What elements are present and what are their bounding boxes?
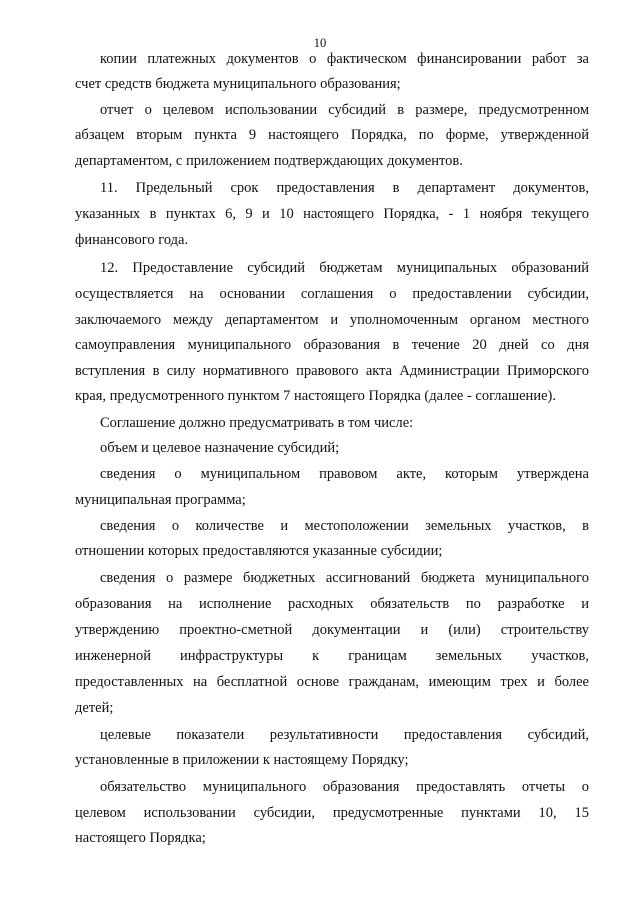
text-line: установленные в приложении к настоящему Порядку;: [75, 752, 409, 768]
text-line: 12. Предоставление субсидий бюджетам муниципальных образований: [100, 260, 589, 276]
page-number: 10: [313, 36, 327, 50]
text-line: утверждению проектно-сметной документации и (или) строительству: [75, 622, 589, 638]
text-line: настоящего Порядка;: [75, 830, 206, 846]
text-line: края, предусмотренного пунктом 7 настоящего Порядка (далее - соглашение).: [75, 388, 556, 404]
text-line: вступления в силу нормативного правового акта Администрации Приморского: [75, 363, 589, 379]
text-line: сведения о муниципальном правовом акте, которым утверждена: [100, 466, 589, 482]
text-line: осуществляется на основании соглашения о предоставлении субсидии,: [75, 286, 589, 302]
text-line: сведения о размере бюджетных ассигнований бюджета муниципального: [100, 570, 589, 586]
text-line: абзацем вторым пункта 9 настоящего Порядка, по форме, утвержденной: [75, 127, 589, 143]
text-line: департаментом, с приложением подтверждающих документов.: [75, 153, 463, 169]
text-line: копии платежных документов о фактическом финансировании работ за: [100, 51, 589, 67]
text-line: муниципальная программа;: [75, 492, 246, 508]
text-line: целевом использовании субсидии, предусмотренные пунктами 10, 15: [75, 805, 589, 821]
text-line: обязательство муниципального образования предоставлять отчеты о: [100, 779, 589, 795]
text-line: отношении которых предоставляются указанные субсидии;: [75, 543, 443, 559]
text-line: предоставленных на бесплатной основе гражданам, имеющим трех и более: [75, 674, 589, 690]
text-line: 11. Предельный срок предоставления в департамент документов,: [100, 180, 589, 196]
text-line: самоуправления муниципального образования в течение 20 дней со дня: [75, 337, 589, 353]
text-line: Соглашение должно предусматривать в том числе:: [100, 415, 414, 431]
text-line: образования на исполнение расходных обязательств по разработке и: [75, 596, 589, 612]
text-line: детей;: [75, 700, 114, 716]
text-line: заключаемого между департаментом и уполномоченным органом местного: [75, 312, 589, 328]
text-line: указанных в пунктах 6, 9 и 10 настоящего Порядка, - 1 ноября текущего: [75, 206, 589, 222]
text-line: отчет о целевом использовании субсидий в размере, предусмотренном: [100, 102, 589, 118]
text-line: финансового года.: [75, 232, 189, 248]
text-line: объем и целевое назначение субсидий;: [100, 440, 340, 456]
text-line: инженерной инфраструктуры к границам земельных участков,: [75, 648, 589, 664]
text-line: целевые показатели результативности предоставления субсидий,: [100, 727, 589, 743]
text-line: счет средств бюджета муниципального образования;: [75, 76, 401, 92]
text-line: сведения о количестве и местоположении земельных участков, в: [100, 518, 589, 534]
